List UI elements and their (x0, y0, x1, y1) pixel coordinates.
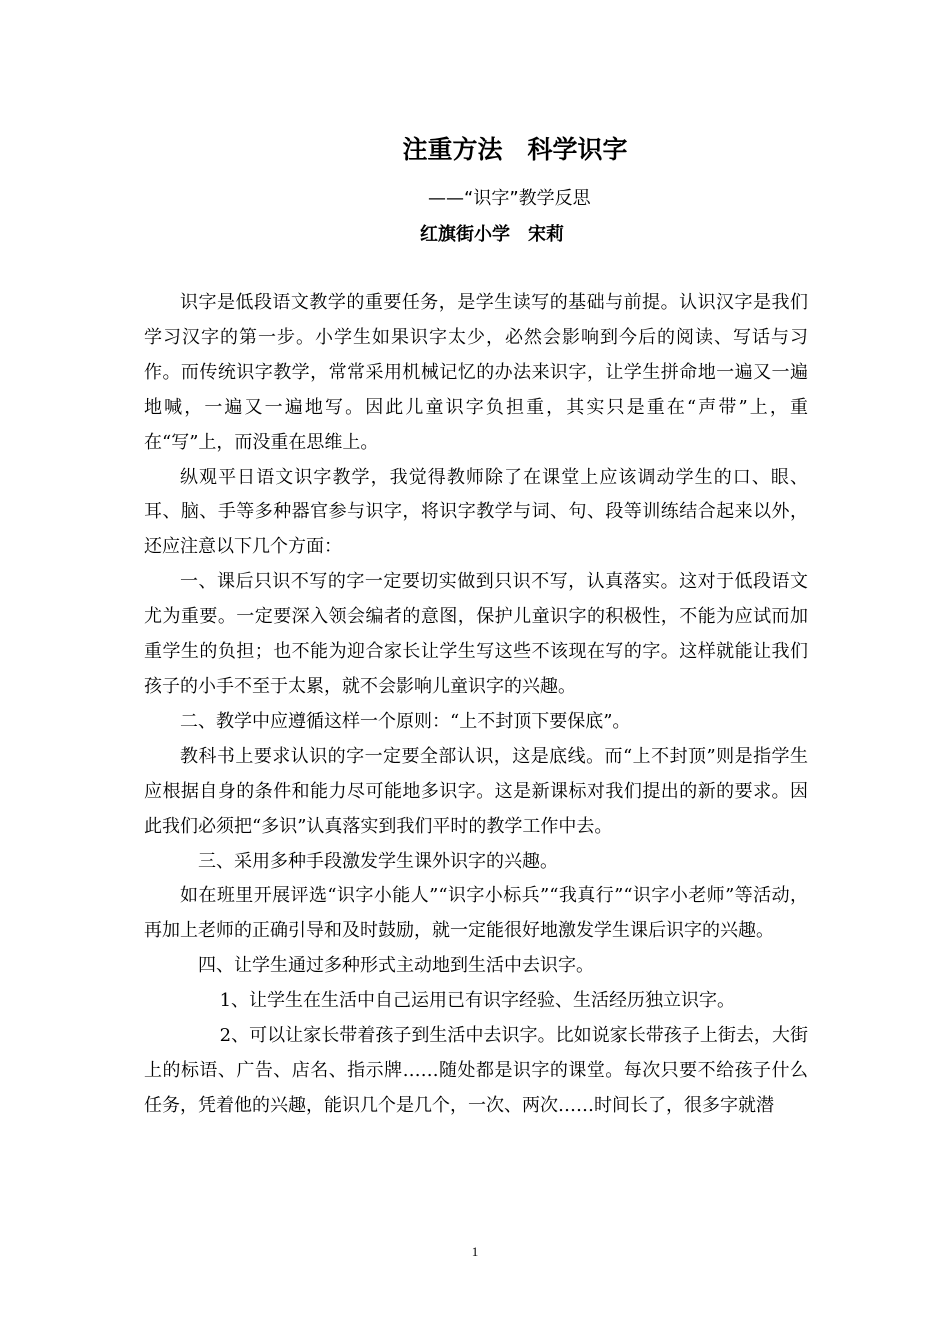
paragraph-point-4: 四、让学生通过多种形式主动地到生活中去识字。 (198, 955, 594, 977)
paragraph-point-1: 一、课后只识不写的字一定要切实做到只识不写，认真落实。这对于低段语文尤为重要。一定要深入领会编者的意图，保护儿童识字的积极性，不能为应试而加重学生的负担；也不能为迎合家长让学生写这些不该现在写的字。这样就能让我们孩子的小手不至于太累，就不会影响儿童识字的兴趣。 (144, 571, 808, 697)
document-body (144, 286, 808, 1124)
paragraph-point-3: 三、采用多种手段激发学生课外识字的兴趣。 (198, 850, 558, 872)
document-subtitle: ——“识字”教学反思 (428, 188, 591, 209)
author-line: 红旗街小学 宋莉 (420, 224, 564, 245)
paragraph-point-3-detail: 如在班里开展评选“识字小能人”“识字小标兵”“我真行”“识字小老师”等活动，再加上老师的正确引导和及时鼓励，就一定能很好地激发学生课后识字的兴趣。 (144, 885, 808, 942)
paragraph-intro: 识字是低段语文教学的重要任务，是学生读写的基础与前提。认识汉字是我们学习汉字的第一步。小学生如果识字太少，必然会影响到今后的阅读、写话与习作。而传统识字教学，常常采用机械记忆的办法来识字，让学生拼命地一遍又一遍地喊，一遍又一遍地写。因此儿童识字负担重，其实只是重在“声带”上，重在“写”上，而没重在思维上。 (144, 292, 808, 453)
paragraph-point-2: 二、教学中应遵循这样一个原则：“上不封顶下要保底”。 (180, 710, 631, 732)
paragraph-overview: 纵观平日语文识字教学，我觉得教师除了在课堂上应该调动学生的口、眼、耳、脑、手等多种器官参与识字，将识字教学与词、句、段等训练结合起来以外，还应注意以下几个方面： (144, 466, 808, 558)
paragraph-point-4-item-2: 2、可以让家长带着孩子到生活中去识字。比如说家长带孩子上街去，大街上的标语、广告、店名、指示牌……随处都是识字的课堂。每次只要不给孩子什么任务，凭着他的兴趣，能识几个是几个，一次、两次……时间长了，很多字就潜 (144, 1025, 808, 1116)
page-number: 1 (471, 1244, 479, 1259)
paragraph-point-4-item-1: 1、让学生在生活中自己运用已有识字经验、生活经历独立识字。 (219, 990, 736, 1012)
document-title: 注重方法 科学识字 (402, 135, 628, 164)
paragraph-point-2-detail: 教科书上要求认识的字一定要全部认识，这是底线。而“上不封顶”则是指学生应根据自身的条件和能力尽可能地多识字。这是新课标对我们提出的新的要求。因此我们必须把“多识”认真落实到我们平时的教学工作中去。 (144, 745, 808, 837)
